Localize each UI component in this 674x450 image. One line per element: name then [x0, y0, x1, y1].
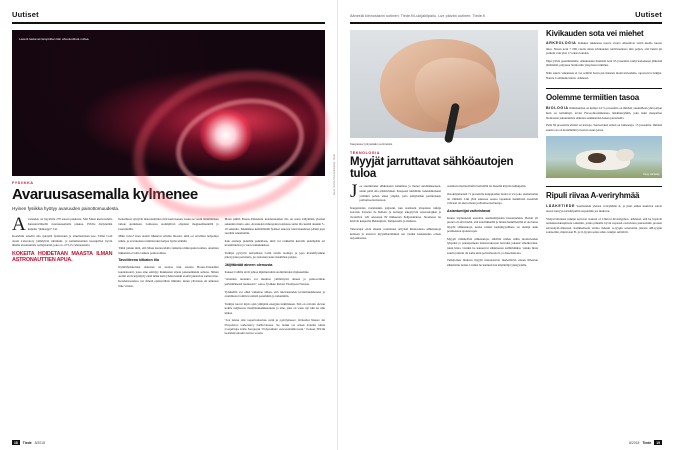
- brief-item-biology: [546, 94, 662, 178]
- right-running-head: [350, 10, 662, 24]
- folio-issue: 8/2018: [34, 440, 45, 445]
- sub-heading: Asiantuntijat vaihvistavat: [447, 208, 491, 213]
- article-tag: TEKNOLOGIA: [350, 151, 380, 155]
- body-paragraph: Kuusa täydennesiä autoalan asiantuntijoiden haastatteluun. Heistä yli puolet oli sitä mieltä, että autoliikkeillä ja niiden henkilöstöllä ei ole halua myydä sähköautoja, koska niiden keskimyyntikate on alempi kuin perinteisten ajoneuvojen.: [447, 215, 538, 234]
- sub-heading: Jäljittäväät aineen olemusta: [224, 262, 273, 267]
- brief-tag: BIOLOGIA: [546, 105, 569, 110]
- body-column-1: [12, 214, 113, 338]
- cow-head-shape: [616, 149, 635, 162]
- body-paragraph: Yhdysvaltalaiset tutkijat kertovat Journal of Clinical Investigation -lehdessä, että he löysivät antienterokkaspiiraan toksiinin, jonka pinnalla hyvin nopeasti erottuvissa punasoluiin proteen selvennytti-dintessiä. Kolikkeiteeni tarttua tiukasti A-tyypin solenottiin jaisaan AB-tyypin solenottiin, muttavaan B- ja O-tyypin solen rehin, tutkijat selittävät.: [546, 216, 662, 235]
- hero-glow-decor: [200, 109, 252, 161]
- body-paragraph: Kylmäfysiikoiden tarkoitus on tuottaa niin sanottu Bosen–Einsteinin kondensaatti, jossa aine esiintyy hiukkasten sijaan pakenemiskin aaltona. Siihen atomit eivät käyttäydy enää ikään kuin yhden kaikki atomit jakaisivat saman tilan. Kondensaateissa voi ilmetä epätavallisia ilmiöitä, kuten ylivirtaus eli kitkaton liike virtaus.: [118, 265, 219, 288]
- article-image: [350, 30, 538, 138]
- body-paragraph: "Atomien tuotenna voi muuttaa ymmärrystä aineen ja painovoiman perimmäisestä luonteesta", sanoo fysiikko Robert Thompson Nasasta.: [224, 277, 325, 286]
- brief-headline: Ripuli riivaa A-veriryhmää: [546, 191, 640, 201]
- left-running-head: [12, 10, 325, 24]
- body-paragraph: Kauppiaiden vastahankia paljastui, kun Aarhusin yliopiston tutkija Gerardo Zarazua de Rubens ja kollegat tekeytyivät autonostajiksi ja vierailivat 126 ottessaan 82 liikkeessä Pohjoismaissa. Suomessa he kävivät kaupoilla Helsingissä, Tampereella ja Oulussa.: [350, 205, 441, 224]
- running-head-kicker: Äänestä kiinnostavin uutinen: Tiede.fi/Lukijakilpailu. Lue päivän uutinen: Tiede.fi: [350, 14, 485, 18]
- body-paragraph: Jäljet jäivät geenimiemme. Aikakauden miehistä noin 95 prosenttia tokiji kadonneen jälkeisiä jättämättä, paljastaa Stanfordin yliopiston tutkimus.: [546, 58, 662, 68]
- brief-lead-paragraph: [546, 106, 662, 121]
- body-paragraph: Tutkijat pystyvät testaamaan Calin avulla atomeja ja jopa kvanttifysiikan pätevyyden perusteita, jos testataan koko maailman pohjaa.: [224, 250, 325, 260]
- body-paragraph: Suomaiakin yleisen veriryhmän A, ja juuri siihen kuuluvat saivat ainoat tiettyyn turistiripuliin napaamiin jos mukavat.: [546, 203, 662, 213]
- main-article: [350, 30, 538, 270]
- brief-body: [546, 106, 662, 133]
- brief-item-archaeology: [546, 30, 662, 80]
- folio-right: [629, 440, 662, 445]
- main-article-columns: [350, 181, 538, 270]
- running-head-label: Uutiset: [12, 10, 39, 19]
- article-tag: FYSIIKKA: [12, 181, 34, 185]
- hero-photo-credit: Kuva: NASA / Kuvankäsittely: Tiede: [333, 154, 336, 195]
- body-column-3: [225, 217, 325, 338]
- body-paragraph: Myyjät vähättelivät sähköautoja, sähtivät niiden säilin ulottuvuuden lyhyeksi ja pauanpaineen latausverkoston harvaksi jakanut viheikovaksi, jokin hitaa. Lisäksi he kaunoivat sähköauton kalliimmiksi, vaikka hinta suurin piirtein oli sama kuin polttomoottori- ja dieselautossa.: [447, 236, 538, 255]
- body-paragraph: Työskelliä voi ehkä vaikuttaa siihen, että tulevaisuuden kvanttiteknikoneet ja atomiluotot toimivat entistä paremmin ja tarkemmin.: [224, 289, 325, 299]
- brief-lead-paragraph: [546, 204, 662, 214]
- folio-issue: 8/2018: [629, 440, 640, 445]
- body-paragraph: Ostokäyntiseistä 71 prosenttia kauppiaiden tiedot ei vai joko olemattomia tai vähäisiä. Liki yhtä suuressa osassa tapauksia henkilöstö suositteli vahvasti tai akovomaan polttomoottoriautoja.: [447, 192, 538, 206]
- sidebar-briefs: [546, 30, 662, 270]
- hero-caption: Laserit laskevat lämpötilan läin absoluuttista nollaa.: [19, 37, 90, 41]
- folio-page-number: 19: [656, 440, 660, 445]
- body-paragraph: Koeteltiin toiseltä olla syksyllä fysiikoiden ja ainutlaatuisen koe. Tämä Cold Atom Laboratory jäähdyttää rubidium- ja kaliumatomien kaasupilvet hyvin lähelle absoluuttista nollapistettä, joka on -273,15 celsiusastetta.: [12, 234, 113, 248]
- folio-brand: Tiede: [642, 440, 652, 445]
- body-paragraph: Kokeet Callilla eivät johtaa läpimurtoihin atomitiloiden mykseemme.: [224, 269, 310, 274]
- brief-item-medicine: [546, 192, 662, 235]
- brief-body: [546, 41, 662, 80]
- brief-headline: Oolemme termiitien tasoa: [546, 93, 640, 103]
- body-paragraph: Tutkijat tuovat myös ajan ylimpiän energian tutkimiseen. Sitä on arvioitu olevan kolme neljäsosaa maailmankaikkeudesta ja aine, joka on vasta nyt niin ka niin kitkaa.: [224, 301, 325, 315]
- right-page: [337, 0, 674, 450]
- folio-page-number: 18: [14, 440, 18, 445]
- body-paragraph: Tutkijoiden mukaan myyjät muodostavat merkittävän esteen ilmaston sähköistön tiensä. Lisäksi he kannustavat käytäntöjä yleisyydelle.: [447, 258, 538, 267]
- brief-lead-paragraph: [546, 41, 662, 56]
- standfirst: Hyinen fysiikka hyötyy avaruuden painottomuudesta.: [12, 206, 120, 212]
- brief-body: [546, 204, 662, 235]
- body-column-2: [118, 217, 218, 338]
- brief-headline: Kivikauden sota vei miehet: [546, 29, 644, 38]
- divider: [546, 186, 662, 187]
- article-headline: Myyjät jarruttavat sähköautojen tuloa: [350, 156, 514, 180]
- body-paragraph: Maan päällä Bosen–Einsteinin kondensaattien tila on saatu säilymään yleensä sekunnin murto-osia. Avaruuden mikropainovoimassa sama tila kestää ainakin 5–10 sekuntia. Tekniikkaa kehittämällä fysiikot uskovat tulevaisuudessa päästä jopa satoihin sekunteihin.: [224, 217, 325, 236]
- body-paragraph: Jos suurmittelet sähköauton hankintaa ja menet autoliikkeeseen, sinun pitää olla päättäväinen. Kaupaasi tuimittäin todennäköisesti yrittäköt pohan sinua ympäri, jotta päätyisitkin perinteiseen polttomoottoriautoon.: [350, 181, 441, 203]
- body-paragraph: Näin suurta vaikutusta ei voi selittää harva-jan miesten monivaivuudella, raportoivat tutkijat. Nature Communications -lehdessä.: [546, 71, 662, 80]
- body-paragraph: Valeostajat eivät alkuun osoittaneet erityistä kiinnostusta sähköautoja kohtaan ja antoivat myyntiherättäkun ner vieiksi keskustelua otteen tarjoamaansa.: [350, 226, 441, 241]
- article-image-caption: Kaupassa tyrkytetään perinteistä.: [350, 142, 393, 146]
- divider: [546, 88, 662, 89]
- body-paragraph: Kun atomeja pidetään paikallaan, niitä voi tarkkailla kerralla pidempään eri kvanttitiloissa ja vuorovaikutuksissa.: [224, 238, 325, 248]
- brief-tag: ARKEOLOGIA: [546, 41, 577, 46]
- cow-photo: [546, 136, 662, 178]
- body-paragraph: Kokeilussa syntyvät materiaalitilat eivät kestä kauan, koska se vaatii äärimmäisen tarkan ajoituksen. Laitteessa atomipilveä ohjataan magneettikentillä ja lasersäteillä.: [118, 217, 219, 231]
- brief-tag: LÄÄKETIEDE: [546, 203, 575, 208]
- pull-quote: KOKEITA HOIDETAAN MAASTA ILMAN ASTRONAUTTIEN APUA.: [12, 250, 113, 263]
- body-paragraph: "Jos laissa olisi supertuokertaa veitä ja pyöritykseen, kiinteidet Nasan Jet Propulsion Laboratory Kalifornisssa. Se tietää voi antaa ilmiöitä tutkia muojehtuja Anita Sengupta Yhdysvaltain avaruushallinnosta." Kokeet ISS:llä kestävät ainakin kolme vuotta.: [224, 318, 325, 335]
- page-title: Avaruusasemalla kylmenee: [12, 186, 198, 203]
- sub-heading: Tavoitteena kitkaton tila: [118, 258, 159, 263]
- body-paragraph: Ihmiskunnan on kumpi 2,0 % prosenttia on ihmisiä, suunnilleen yhtä paljon kuin on termiittejä, arvioi Pisa-tohtorainkanssa tutkimusryhmä, joka laski maapallon biomassan jakautumista eläinten asiakkandan hoken perusteella.: [546, 105, 662, 120]
- left-body-columns: [12, 214, 325, 338]
- body-paragraph: Perät 82 prosenttia elöistä on kasveja. Seuraavaksi entien on bakteereja, 13 prosenttia. Ihmistä suurin osa on kotieläimiä ja kasvit osuus joissa.: [546, 123, 662, 132]
- running-head-label: Uutiset: [635, 10, 662, 19]
- right-page-grid: [350, 30, 662, 270]
- body-paragraph: Mikä vaivo? Kun atomit liikkuvat erittäin hitaasti, niitä on tavallista helpompi tutkia, ja avaruudessa tutkittavaksi kelpaa hyvin pitkään.: [118, 234, 219, 243]
- body-paragraph: Tämä jotkun niitä, että Maan kiertoradalla vaikuttaa mikropainovoimaa. Atomien liikkeisiin ei näin vaikuta painovoimaa.: [118, 246, 219, 255]
- folio-brand: Tiede: [22, 440, 32, 445]
- body-paragraph: ostamaan moitauvinttin berinöillä tai diesellä käyvän kulkupelin.: [447, 184, 527, 189]
- body-paragraph: Kalkkea sukkeessa nuorta vuotta aiheuttivat sotiin kuolle nuoret mies. Nasan noin 7 000 vuotta sitten kivikauden toimivaudessa niin paljon, että heistä pii paikoin vain yksi 17 naista kohden.: [546, 41, 662, 56]
- body-column-1: [350, 181, 441, 270]
- cow-photo-caption: Kesy vahtalaji.: [643, 173, 660, 177]
- body-column-2: [447, 184, 538, 270]
- folio-left: [12, 440, 45, 445]
- body-paragraph: Avaruuden on hyytävän 270 asteen pakkasta. Silti Maan kiertoradalla Kansainvälisellä avaruusasemalla pakkaa, ISS:lle ärsäytetään kuljettu "jääkaappi" Cal.: [12, 214, 113, 236]
